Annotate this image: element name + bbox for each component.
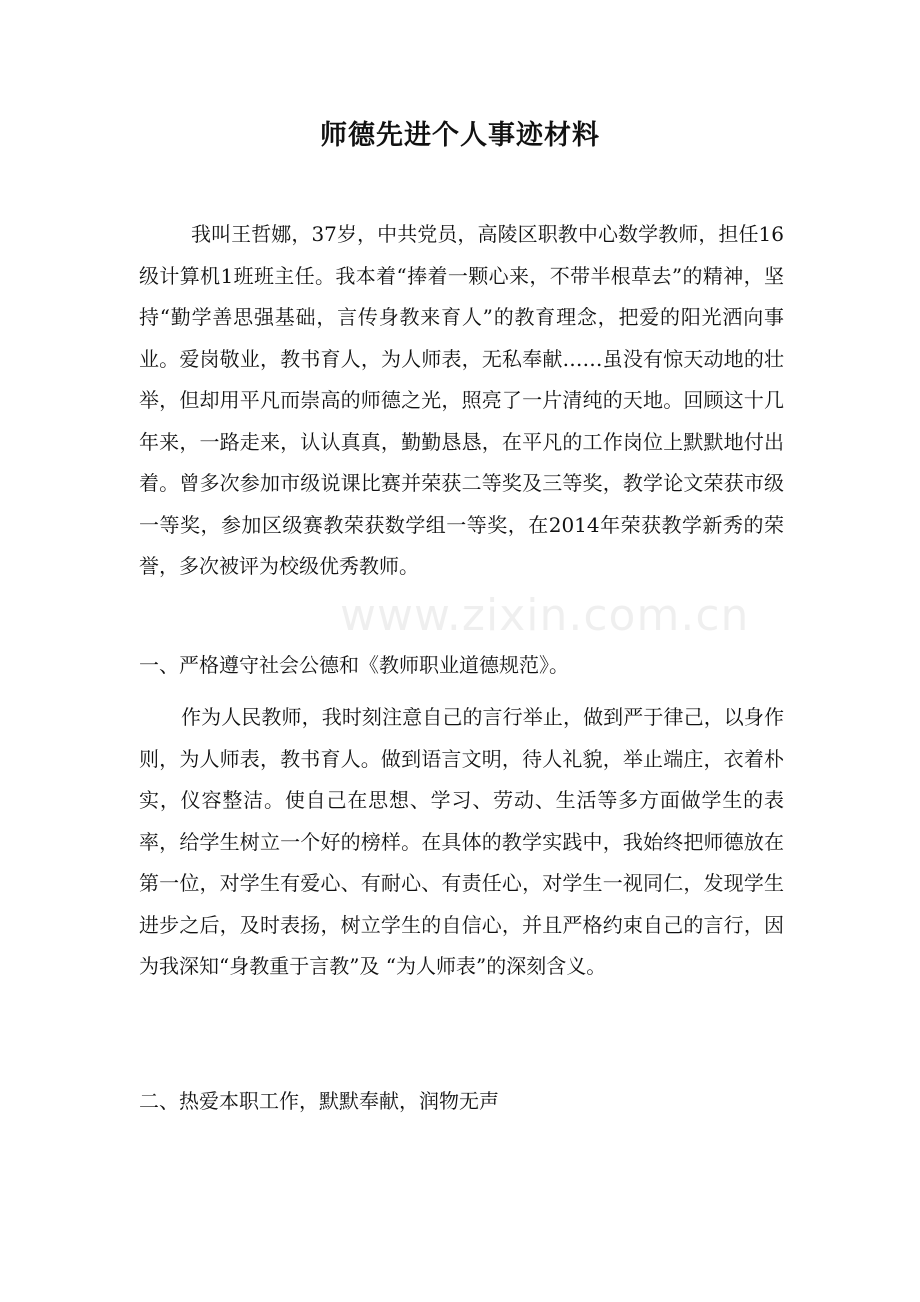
document-title: 师德先进个人事迹材料 <box>320 120 600 151</box>
section-1-paragraph: 作为人民教师，我时刻注意自己的言行举止，做到严于律己，以身作则，为人师表，教书育人。做到语言文明，待人礼貌，举止端庄，衣着朴实，仪容整洁。使自己在思想、学习、劳动、生活等多方面做学生的表率，给学生树立一个好的榜样。在具体的教学实践中，我始终把师德放在第一位，对学生有爱心、有耐心、有责任心，对学生一视同仁，发现学生进步之后，及时表扬，树立学生的自信心，并且严格约束自己的言行，因为我深知“身教重于言教”及 “为人师表”的深刻含义。 <box>139 705 784 978</box>
section-heading-1: 一、严格遵守社会公德和《教师职业道德规范》。 <box>139 653 569 677</box>
section-heading-2: 二、热爱本职工作，默默奉献，润物无声 <box>139 1089 499 1113</box>
intro-paragraph: 我叫王哲娜，37岁，中共党员，高陵区职教中心数学教师，担任16级计算机1班班主任。我本着“捧着一颗心来，不带半根草去”的精神，坚持“勤学善思强基础，言传身教来育人”的教育理念，把爱的阳光洒向事业。爱岗敬业，教书育人，为人师表，无私奉献……虽没有惊天动地的壮举，但却用平凡而崇高的师德之光，照亮了一片清纯的天地。回顾这十几年来，一路走来，认认真真，勤勤恳恳，在平凡的工作岗位上默默地付出着。曾多次参加市级说课比赛并荣获二等奖及三等奖，教学论文荣获市级一等奖，参加区级赛教荣获数学组一等奖，在2014年荣获教学新秀的荣誉，多次被评为校级优秀教师。 <box>139 222 784 578</box>
watermark-text: www.zixin.com.cn <box>340 590 750 641</box>
